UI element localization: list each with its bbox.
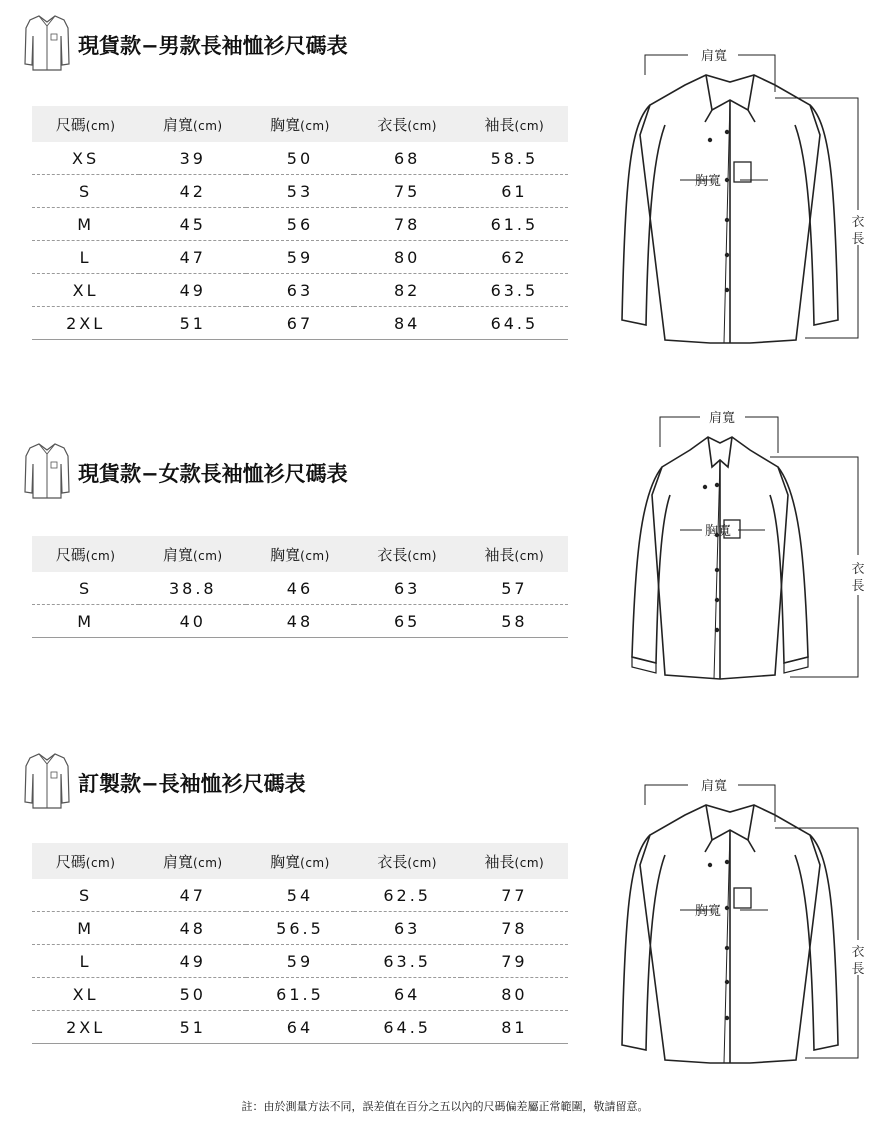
col-header (32, 536, 139, 572)
table-cell: 51 (139, 307, 246, 340)
col-unit: (cm) (407, 855, 437, 870)
table-row (32, 978, 568, 1011)
footnote: 註：由於測量方法不同，誤差值在百分之五以內的尺碼偏差屬正常範圍，敬請留意。 (241, 1100, 649, 1113)
table-cell: 67 (246, 307, 353, 340)
col-header (139, 106, 246, 142)
col-name: 袖長 (484, 115, 515, 134)
table-cell: 45 (139, 208, 246, 241)
table-cell: S (32, 879, 139, 912)
shirt-icon (22, 12, 72, 72)
table-cell: 78 (461, 912, 568, 945)
table-cell: S (32, 572, 139, 605)
section-1-title: 現貨款−男款長袖恤衫尺碼表 (78, 34, 348, 58)
table-cell: L (32, 241, 139, 274)
table-cell: 48 (246, 605, 353, 638)
shoulder-label: 肩寬 (700, 49, 728, 64)
table-cell: 64.5 (461, 307, 568, 340)
col-unit: (cm) (407, 548, 437, 563)
col-name: 尺碼 (55, 545, 86, 564)
length-label-bottom: 長 (851, 962, 865, 977)
table-header (32, 843, 568, 879)
table-cell: 63 (246, 274, 353, 307)
table-cell: 61.5 (246, 978, 353, 1011)
table-cell: 61.5 (461, 208, 568, 241)
table-cell: 49 (139, 274, 246, 307)
table-cell: 56 (246, 208, 353, 241)
length-label-bottom: 長 (851, 579, 865, 594)
table-cell: 59 (246, 241, 353, 274)
table-row (32, 241, 568, 274)
col-unit: (cm) (85, 548, 116, 563)
col-unit: (cm) (514, 118, 545, 133)
table-cell: 51 (139, 1011, 246, 1044)
col-header (354, 536, 461, 572)
table-cell: XL (32, 274, 139, 307)
table-cell: 58.5 (461, 142, 568, 175)
table-row (32, 605, 568, 638)
table-cell: M (32, 912, 139, 945)
table-cell: 63 (354, 572, 461, 605)
col-header (246, 536, 353, 572)
table-cell: 47 (139, 879, 246, 912)
length-label-top: 衣 (851, 945, 865, 960)
col-header (139, 843, 246, 879)
table-cell: 39 (139, 142, 246, 175)
table-cell: 63.5 (461, 274, 568, 307)
table-cell: 82 (354, 274, 461, 307)
col-name: 衣長 (377, 852, 408, 871)
table-row (32, 175, 568, 208)
table-cell: 84 (354, 307, 461, 340)
col-unit: (cm) (192, 118, 223, 133)
shoulder-label: 肩寬 (700, 779, 728, 794)
table-row (32, 1011, 568, 1044)
table-cell: 2XL (32, 307, 139, 340)
table-row (32, 572, 568, 605)
table-cell: 54 (246, 879, 353, 912)
table-cell: 58 (461, 605, 568, 638)
shirt-icon (22, 440, 72, 500)
col-name: 胸寬 (270, 852, 301, 871)
table-cell: 59 (246, 945, 353, 978)
table-cell: 80 (354, 241, 461, 274)
table-cell: 50 (139, 978, 246, 1011)
table-cell: 57 (461, 572, 568, 605)
table-cell: L (32, 945, 139, 978)
col-header (354, 843, 461, 879)
col-name: 肩寬 (162, 545, 193, 564)
col-name: 胸寬 (270, 545, 301, 564)
table-cell: 62.5 (354, 879, 461, 912)
table-cell: 80 (461, 978, 568, 1011)
custom-size-table (32, 843, 568, 1044)
table-cell: 64 (246, 1011, 353, 1044)
table-cell: 68 (354, 142, 461, 175)
women-size-table (32, 536, 568, 638)
col-header (32, 843, 139, 879)
table-row (32, 945, 568, 978)
table-row (32, 142, 568, 175)
col-unit: (cm) (514, 548, 545, 563)
col-name: 胸寬 (270, 115, 301, 134)
section-2-title: 現貨款−女款長袖恤衫尺碼表 (78, 462, 348, 486)
table-cell: 62 (461, 241, 568, 274)
table-cell: 65 (354, 605, 461, 638)
col-name: 肩寬 (162, 115, 193, 134)
chest-label: 胸寬 (704, 524, 732, 539)
table-cell: M (32, 208, 139, 241)
table-cell: 50 (246, 142, 353, 175)
section-3-title: 訂製款−長袖恤衫尺碼表 (78, 772, 306, 796)
table-cell: M (32, 605, 139, 638)
table-cell: 42 (139, 175, 246, 208)
col-unit: (cm) (300, 855, 330, 870)
col-name: 袖長 (484, 545, 515, 564)
custom-shirt-diagram (610, 770, 880, 1080)
col-name: 尺碼 (55, 852, 86, 871)
col-unit: (cm) (514, 855, 545, 870)
table-cell: 56.5 (246, 912, 353, 945)
col-unit: (cm) (300, 118, 330, 133)
col-unit: (cm) (192, 855, 223, 870)
table-cell: 81 (461, 1011, 568, 1044)
shoulder-label: 肩寬 (708, 411, 736, 426)
col-unit: (cm) (300, 548, 330, 563)
table-cell: XS (32, 142, 139, 175)
table-cell: 79 (461, 945, 568, 978)
length-label-top: 衣 (851, 215, 865, 230)
col-header (32, 106, 139, 142)
table-cell: 63 (354, 912, 461, 945)
women-shirt-diagram (620, 405, 880, 690)
table-cell: 46 (246, 572, 353, 605)
col-header (461, 106, 568, 142)
table-cell: 2XL (32, 1011, 139, 1044)
length-label-top: 衣 (851, 562, 865, 577)
col-header (246, 843, 353, 879)
col-header (139, 536, 246, 572)
col-name: 衣長 (377, 545, 408, 564)
men-shirt-diagram (610, 40, 880, 350)
table-cell: 49 (139, 945, 246, 978)
table-row (32, 307, 568, 340)
table-cell: 77 (461, 879, 568, 912)
table-cell: 48 (139, 912, 246, 945)
col-name: 袖長 (484, 852, 515, 871)
col-header (246, 106, 353, 142)
col-unit: (cm) (407, 118, 437, 133)
table-cell: 38.8 (139, 572, 246, 605)
table-cell: S (32, 175, 139, 208)
col-name: 衣長 (377, 115, 408, 134)
length-label-bottom: 長 (851, 232, 865, 247)
table-cell: 40 (139, 605, 246, 638)
shirt-icon (22, 750, 72, 810)
table-cell: 75 (354, 175, 461, 208)
table-cell: 53 (246, 175, 353, 208)
table-cell: 63.5 (354, 945, 461, 978)
col-header (461, 536, 568, 572)
table-cell: 64 (354, 978, 461, 1011)
table-header (32, 536, 568, 572)
col-header (354, 106, 461, 142)
col-unit: (cm) (85, 118, 116, 133)
table-row (32, 208, 568, 241)
chest-label: 胸寬 (694, 174, 722, 189)
table-cell: XL (32, 978, 139, 1011)
table-row (32, 879, 568, 912)
table-row (32, 274, 568, 307)
table-cell: 64.5 (354, 1011, 461, 1044)
col-unit: (cm) (85, 855, 116, 870)
men-size-table (32, 106, 568, 340)
table-cell: 61 (461, 175, 568, 208)
table-header (32, 106, 568, 142)
col-name: 肩寬 (162, 852, 193, 871)
col-header (461, 843, 568, 879)
table-cell: 78 (354, 208, 461, 241)
table-cell: 47 (139, 241, 246, 274)
chest-label: 胸寬 (694, 904, 722, 919)
col-name: 尺碼 (55, 115, 86, 134)
table-row (32, 912, 568, 945)
col-unit: (cm) (192, 548, 223, 563)
